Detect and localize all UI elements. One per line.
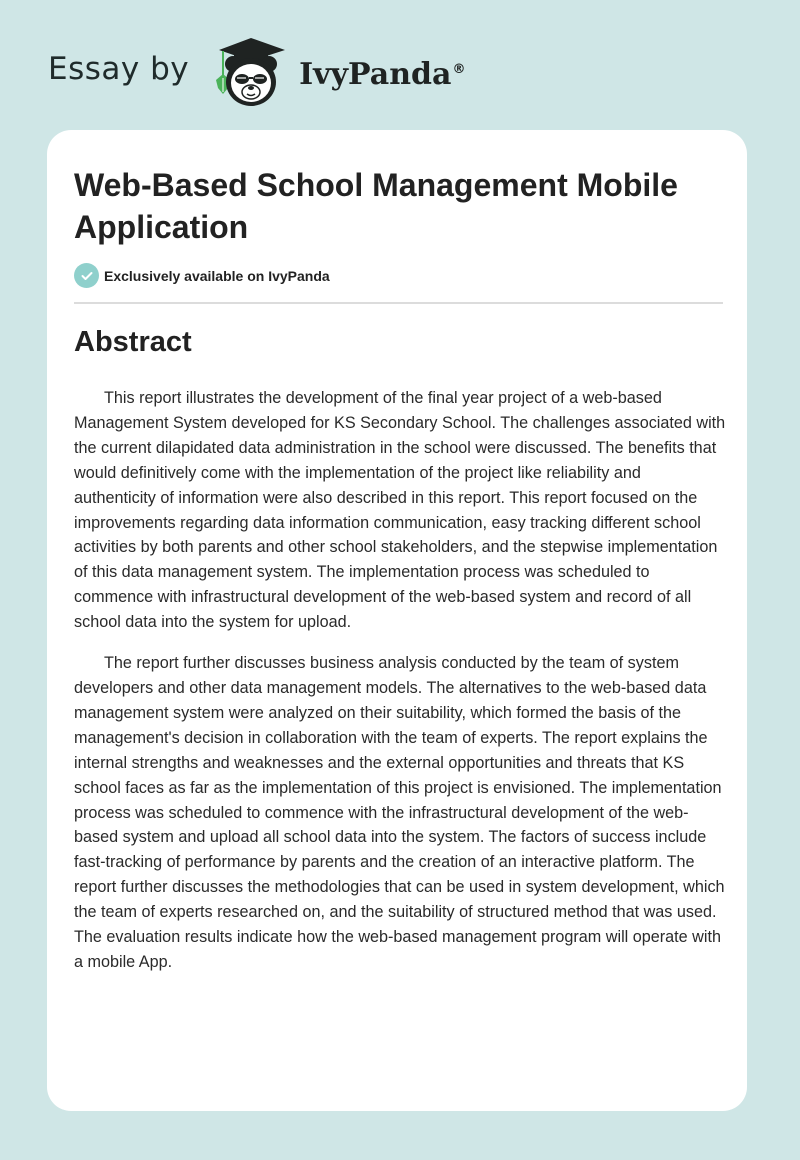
- essay-title: Web-Based School Management Mobile Application: [74, 167, 678, 245]
- exclusive-badge: [74, 263, 330, 288]
- paragraph: The report further discusses business analysis conducted by the team of system developers and other data management models. The alternatives to the web-based data management system were analyzed on their suitability, which formed the basis of the management's decision in collaboration with the team of experts. The report explains the internal strengths and weaknesses and the external opportunities and threats that KS school faces as far as the implementation of this project is envisioned. The implementation process was scheduled to commence with the infrastructural development of the web-based system and upload all school data into the system. The factors of success include fast-tracking of performance by parents and the creation of an interactive platform. The report further discusses the methodologies that can be used in system development, which the team of experts researched on, and the suitability of structured method that was used. The evaluation results indicate how the web-based management program will operate with a mobile App.: [74, 654, 725, 971]
- exclusive-badge-text: Exclusively available on IvyPanda: [104, 267, 330, 284]
- abstract-body: [74, 386, 726, 991]
- essay-card: [47, 130, 747, 1111]
- check-circle-icon: [74, 263, 99, 288]
- paragraph: This report illustrates the development of the final year project of a web-based Management System developed for KS Secondary School. The challenges associated with the current dilapidated data administration in the school were discussed. The benefits that would definitively come with the implementation of the project like reliability and authenticity of information were also described in this report. This report focused on the improvements regarding data information communication, easy tracking different school activities by both parents and other school stakeholders, and the stepwise implementation of this data management system. The implementation process was scheduled to commence with infrastructural development of the web-based system and record of all school data into the system for upload.: [74, 389, 726, 632]
- brand-header[interactable]: [48, 34, 465, 110]
- essay-by-label: Essay by: [48, 51, 190, 87]
- section-heading-abstract: Abstract: [74, 326, 192, 358]
- registered-mark: ®: [452, 61, 466, 77]
- panda-graduate-icon: [207, 34, 293, 110]
- ivypanda-logo-text: [299, 57, 465, 92]
- divider: [74, 302, 723, 304]
- brand-name: IvyPanda: [299, 56, 452, 92]
